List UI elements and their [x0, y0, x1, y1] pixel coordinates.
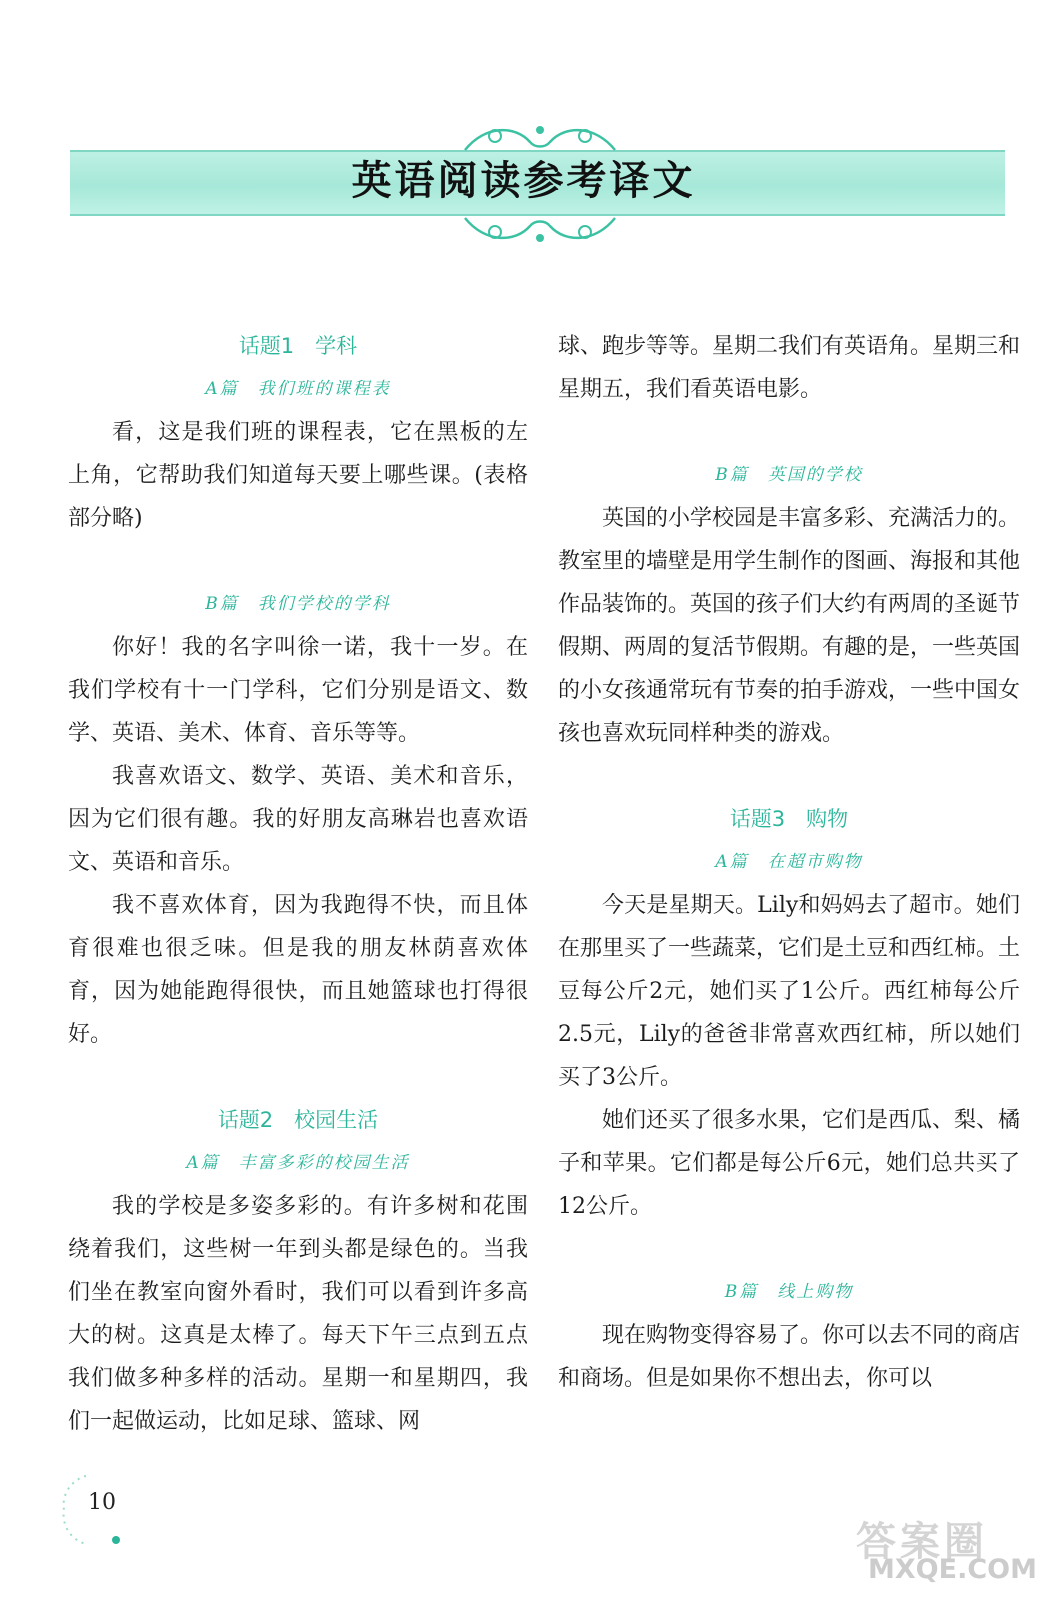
right-column: [558, 325, 1020, 1400]
paragraph: 我喜欢语文、数学、英语、美术和音乐，因为它们很有趣。我的好朋友高琳岩也喜欢语文、英语和音乐。: [68, 764, 528, 875]
paragraph: 英国的小学校园是丰富多彩、充满活力的。教室里的墙壁是用学生制作的图画、海报和其他作品装饰的。英国的孩子们大约有两周的圣诞节假期、两周的复活节假期。有趣的是，一些英国的小女孩通常玩有节奏的拍手游戏，一些中国女孩也喜欢玩同样种类的游戏。: [558, 506, 1021, 746]
watermark-logo: 答案圈: [856, 1519, 988, 1565]
section-heading: A篇 丰富多彩的校园生活: [186, 1153, 410, 1173]
paragraph: 她们还买了很多水果，它们是西瓜、梨、橘子和苹果。它们都是每公斤6元，她们总共买了12公斤。: [558, 1108, 1021, 1219]
section-heading: B篇 英国的学校: [715, 465, 863, 485]
topic-heading: 话题3 购物: [729, 807, 849, 831]
ornament-bottom: [455, 212, 625, 248]
section-heading: B篇 线上购物: [724, 1282, 854, 1302]
page-title: 英语阅读参考译文: [351, 158, 696, 204]
section-heading: A篇 我们班的课程表: [205, 379, 391, 399]
left-column: [68, 325, 528, 1443]
page-number: 10: [88, 1490, 116, 1515]
paragraph: 你好！我的名字叫徐一诺，我十一岁。在我们学校有十一门学科，它们分别是语文、数学、英语、美术、体育、音乐等等。: [68, 635, 528, 746]
paragraph: 今天是星期天。Lily和妈妈去了超市。她们在那里买了一些蔬菜，它们是土豆和西红柿。土豆每公斤2元，她们买了1公斤。西红柿每公斤2.5元，Lily的爸爸非常喜欢西红柿，所以她们买了3公斤。: [558, 893, 1021, 1090]
paragraph: 我的学校是多姿多彩的。有许多树和花围绕着我们，这些树一年到头都是绿色的。当我们坐在教室向窗外看时，我们可以看到许多高大的树。这真是太棒了。每天下午三点到五点我们做多种多样的活动。星期一和星期四，我们一起做运动，比如足球、篮球、网: [68, 1194, 528, 1434]
paragraph-continued: 球、跑步等等。星期二我们有英语角。星期三和星期五，我们看英语电影。: [558, 334, 1021, 402]
watermark-url: MXQE.COM: [868, 1554, 1037, 1585]
paragraph: 现在购物变得容易了。你可以去不同的商店和商场。但是如果你不想出去，你可以: [558, 1323, 1021, 1391]
watermark: [850, 1510, 1035, 1595]
topic-heading: 话题1 学科: [238, 334, 358, 358]
paragraph: 看，这是我们班的课程表，它在黑板的左上角，它帮助我们知道每天要上哪些课。(表格部分略): [68, 420, 528, 531]
section-heading: B篇 我们学校的学科: [205, 594, 391, 614]
section-heading: A篇 在超市购物: [715, 852, 863, 872]
topic-heading: 话题2 校园生活: [217, 1108, 379, 1132]
paragraph: 我不喜欢体育，因为我跑得不快，而且体育很难也很乏味。但是我的朋友林荫喜欢体育，因为她能跑得很快，而且她篮球也打得很好。: [68, 893, 528, 1047]
